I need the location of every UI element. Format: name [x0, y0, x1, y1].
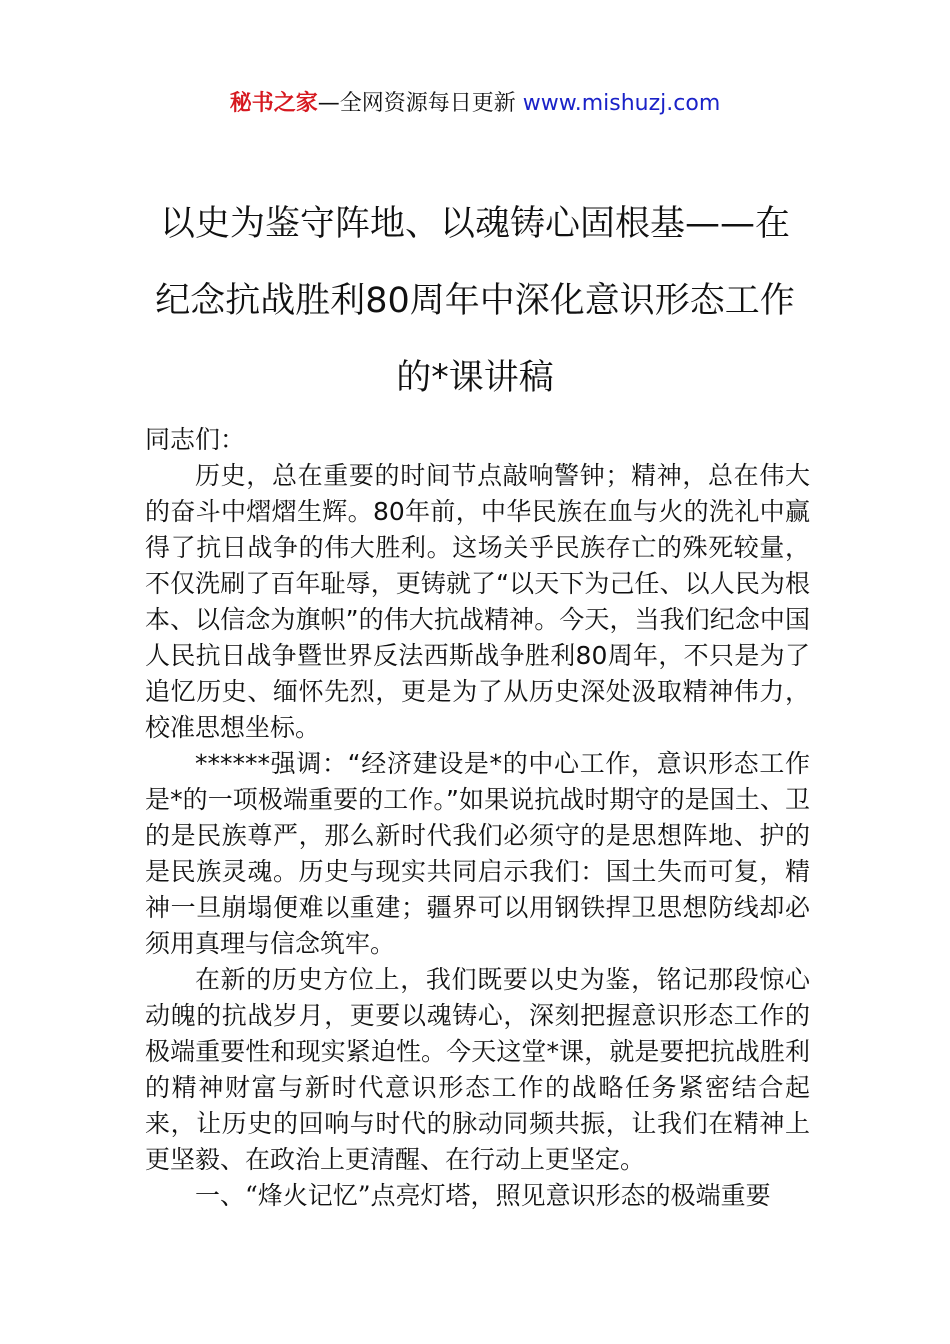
- salutation: 同志们：: [145, 425, 246, 454]
- paragraph-1: 历史，总在重要的时间节点敲响警钟；精神，总在伟大的奋斗中熠熠生辉。80年前，中华民族在血与火的洗礼中赢得了抗日战争的伟大胜利。这场关乎民族存亡的殊死较量，不仅洗刷了百年耻辱，更铸就了“以天下为己任、以人民为根本、以信念为旗帜”的伟大抗战精神。今天，当我们纪念中国人民抗日战争暨世界反法西斯战争胜利80周年，不只是为了追忆历史、缅怀先烈，更是为了从历史深处汲取精神伟力，校准思想坐标。: [145, 461, 810, 742]
- site-header: [0, 88, 950, 120]
- document-body: [145, 422, 810, 1214]
- site-brand: 秘书之家: [229, 91, 318, 116]
- title-line-3: 的*课讲稿: [396, 358, 554, 398]
- paragraph-2: ******强调：“经济建设是*的中心工作，意识形态工作是*的一项极端重要的工作。”如果说抗战时期守的是国土、卫的是民族尊严，那么新时代我们必须守的是思想阵地、护的是民族灵魂。历史与现实共同启示我们：国土失而可复，精神一旦崩塌便难以重建；疆界可以用钢铁捍卫思想防线却必须用真理与信念筑牢。: [145, 749, 810, 958]
- title-line-1: 以史为鉴守阵地、以魂铸心固根基——在: [159, 204, 790, 244]
- site-url-link[interactable]: www.mishuzj.com: [522, 91, 721, 116]
- title-line-2: 纪念抗战胜利80周年中深化意识形态工作: [155, 281, 795, 321]
- site-tagline: —全网资源每日更新: [317, 91, 523, 116]
- section-heading-1: 一、“烽火记忆”点亮灯塔，照见意识形态的极端重要: [195, 1181, 771, 1210]
- paragraph-3: 在新的历史方位上，我们既要以史为鉴，铭记那段惊心动魄的抗战岁月，更要以魂铸心，深刻把握意识形态工作的极端重要性和现实紧迫性。今天这堂*课，就是要把抗战胜利的精神财富与新时代意识形态工作的战略任务紧密结合起来，让历史的回响与时代的脉动同频共振，让我们在精神上更坚毅、在政治上更清醒、在行动上更坚定。: [145, 965, 810, 1174]
- document-title: [120, 186, 830, 417]
